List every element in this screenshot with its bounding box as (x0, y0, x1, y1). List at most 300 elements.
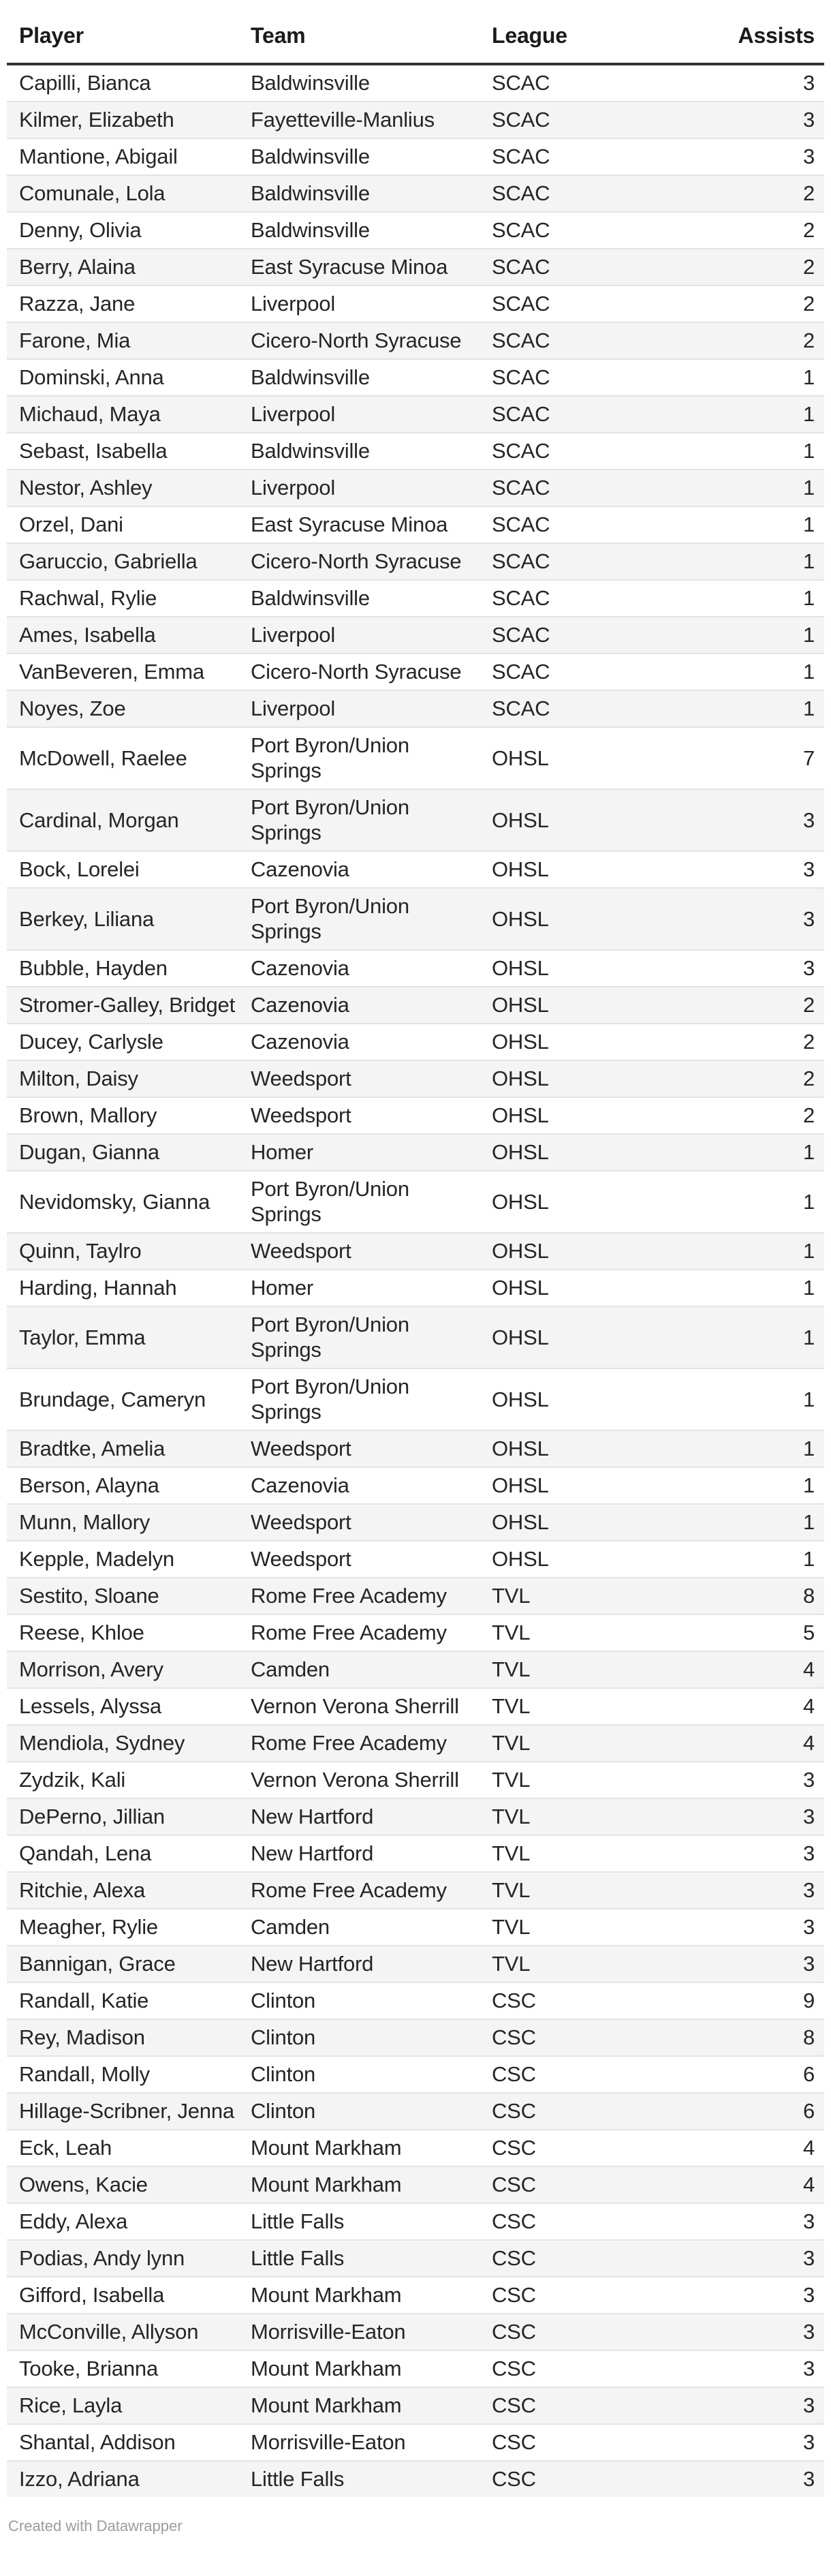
cell-player: DePerno, Jillian (19, 1805, 165, 1828)
cell-team: Weedsport (251, 1510, 351, 1534)
cell-assists: 1 (802, 1387, 815, 1411)
cell-team: Rome Free Academy (251, 1731, 447, 1755)
cell-league: CSC (492, 2025, 536, 2049)
cell-assists: 1 (802, 476, 815, 500)
table-row (7, 617, 824, 654)
cell-assists: 8 (802, 1584, 815, 1608)
cell-player: Rachwal, Rylie (19, 586, 157, 610)
cell-assists: 4 (802, 1657, 815, 1681)
cell-team: Liverpool (251, 402, 336, 426)
cell-league: SCAC (492, 586, 550, 610)
cell-player: Qandah, Lena (19, 1841, 152, 1865)
cell-assists: 4 (802, 1694, 815, 1718)
cell-league: CSC (492, 2209, 536, 2233)
cell-league: CSC (492, 2062, 536, 2086)
table-row (7, 175, 824, 212)
cell-assists: 7 (802, 746, 815, 770)
cell-league: SCAC (492, 218, 550, 242)
cell-team: Liverpool (251, 623, 336, 647)
cell-assists: 3 (802, 2393, 815, 2417)
cell-league: OHSL (492, 1067, 549, 1090)
cell-league: OHSL (492, 1140, 549, 1164)
table-row (7, 1982, 824, 2019)
cell-team: Rome Free Academy (251, 1584, 447, 1608)
cell-assists: 4 (802, 1731, 815, 1755)
cell-team: Port Byron/Union Springs (251, 733, 409, 782)
table-row (7, 2203, 824, 2240)
cell-team: Mount Markham (251, 2173, 402, 2196)
cell-league: SCAC (492, 71, 550, 95)
cell-team: Homer (251, 1276, 314, 1300)
table-row (7, 1467, 824, 1504)
table-row (7, 212, 824, 249)
cell-player: Garuccio, Gabriella (19, 549, 198, 573)
cell-league: SCAC (492, 108, 550, 132)
cell-team: Cazenovia (251, 857, 349, 881)
cell-league: SCAC (492, 439, 550, 463)
cell-team: Baldwinsville (251, 586, 370, 610)
cell-assists: 1 (802, 1547, 815, 1571)
cell-team: Camden (251, 1915, 330, 1939)
cell-league: SCAC (492, 549, 550, 573)
cell-league: CSC (492, 2099, 536, 2123)
column-header-league: League (492, 23, 567, 48)
cell-team: Mount Markham (251, 2136, 402, 2160)
cell-assists: 5 (802, 1621, 815, 1644)
cell-team: Mount Markham (251, 2357, 402, 2380)
table-row (7, 1688, 824, 1725)
cell-league: TVL (492, 1768, 531, 1792)
table-row (7, 322, 824, 359)
cell-league: OHSL (492, 1276, 549, 1300)
assists-table (7, 0, 824, 2497)
cell-assists: 1 (802, 1325, 815, 1349)
cell-player: Eddy, Alexa (19, 2209, 128, 2233)
cell-player: Izzo, Adriana (19, 2467, 140, 2491)
cell-player: Hillage-Scribner, Jenna (19, 2099, 234, 2123)
cell-league: TVL (492, 1657, 531, 1681)
table-row (7, 1024, 824, 1060)
cell-player: Ames, Isabella (19, 623, 156, 647)
cell-team: Baldwinsville (251, 71, 370, 95)
cell-player: Sebast, Isabella (19, 439, 168, 463)
header-row (7, 0, 824, 64)
cell-assists: 3 (802, 1841, 815, 1865)
table-row (7, 1060, 824, 1097)
cell-player: Sestito, Sloane (19, 1584, 159, 1608)
table-row (7, 690, 824, 727)
table-row (7, 249, 824, 286)
cell-team: New Hartford (251, 1841, 374, 1865)
cell-league: CSC (492, 2283, 536, 2307)
cell-assists: 3 (802, 857, 815, 881)
table-row (7, 286, 824, 322)
cell-assists: 3 (802, 956, 815, 980)
cell-team: Baldwinsville (251, 365, 370, 389)
cell-player: Mendiola, Sydney (19, 1731, 185, 1755)
cell-assists: 3 (802, 808, 815, 832)
cell-team: Cicero-North Syracuse (251, 549, 462, 573)
cell-assists: 2 (802, 181, 815, 205)
table-row (7, 2166, 824, 2203)
cell-assists: 9 (802, 1989, 815, 2012)
column-header-player: Player (19, 23, 84, 48)
cell-team: East Syracuse Minoa (251, 512, 448, 536)
cell-league: OHSL (492, 1437, 549, 1460)
table-row (7, 2019, 824, 2056)
cell-league: SCAC (492, 328, 550, 352)
table-row (7, 2056, 824, 2093)
table-row (7, 789, 824, 851)
cell-league: OHSL (492, 993, 549, 1017)
table-row (7, 2350, 824, 2387)
table-row (7, 727, 824, 789)
cell-assists: 2 (802, 1103, 815, 1127)
cell-team: Clinton (251, 1989, 316, 2012)
cell-assists: 3 (802, 144, 815, 168)
cell-league: OHSL (492, 746, 549, 770)
table-row (7, 138, 824, 175)
cell-player: Michaud, Maya (19, 402, 161, 426)
table-row (7, 1946, 824, 1982)
cell-player: Stromer-Galley, Bridget (19, 993, 235, 1017)
cell-player: VanBeveren, Emma (19, 660, 204, 684)
cell-assists: 3 (802, 906, 815, 931)
cell-assists: 2 (802, 1030, 815, 1054)
cell-team: Port Byron/Union Springs (251, 795, 409, 844)
cell-team: Morrisville-Eaton (251, 2430, 406, 2454)
cell-assists: 6 (802, 2062, 815, 2086)
cell-assists: 1 (802, 1437, 815, 1460)
cell-assists: 1 (802, 1140, 815, 1164)
table-row (7, 851, 824, 888)
cell-player: Rey, Madison (19, 2025, 145, 2049)
cell-player: Dominski, Anna (19, 365, 164, 389)
table-row (7, 1270, 824, 1306)
table-row (7, 1430, 824, 1467)
cell-team: Cazenovia (251, 1030, 349, 1054)
cell-team: New Hartford (251, 1805, 374, 1828)
cell-league: CSC (492, 2246, 536, 2270)
cell-assists: 3 (802, 1878, 815, 1902)
cell-assists: 3 (802, 2430, 815, 2454)
cell-league: CSC (492, 2136, 536, 2160)
cell-team: New Hartford (251, 1952, 374, 1976)
cell-league: SCAC (492, 476, 550, 500)
cell-player: Tooke, Brianna (19, 2357, 158, 2380)
cell-team: Baldwinsville (251, 439, 370, 463)
cell-league: TVL (492, 1805, 531, 1828)
table-row (7, 987, 824, 1024)
table-row (7, 1798, 824, 1835)
cell-league: CSC (492, 2320, 536, 2344)
cell-player: Brown, Mallory (19, 1103, 157, 1127)
cell-player: Ducey, Carlysle (19, 1030, 163, 1054)
cell-player: Owens, Kacie (19, 2173, 148, 2196)
cell-player: Harding, Hannah (19, 1276, 177, 1300)
cell-league: CSC (492, 1989, 536, 2012)
cell-league: CSC (492, 2393, 536, 2417)
cell-assists: 3 (802, 1952, 815, 1976)
cell-player: Quinn, Taylro (19, 1239, 142, 1263)
cell-assists: 1 (802, 696, 815, 720)
cell-league: SCAC (492, 181, 550, 205)
cell-team: Liverpool (251, 292, 336, 316)
cell-player: Capilli, Bianca (19, 71, 151, 95)
cell-player: Noyes, Zoe (19, 696, 126, 720)
cell-team: Vernon Verona Sherrill (251, 1768, 459, 1792)
table-row (7, 1725, 824, 1762)
cell-team: Port Byron/Union Springs (251, 1177, 409, 1226)
cell-league: OHSL (492, 956, 549, 980)
cell-team: Clinton (251, 2099, 316, 2123)
cell-assists: 1 (802, 439, 815, 463)
cell-player: Farone, Mia (19, 328, 131, 352)
table-row (7, 2240, 824, 2277)
table-row (7, 1762, 824, 1798)
cell-league: TVL (492, 1694, 531, 1718)
table-row (7, 359, 824, 396)
cell-assists: 2 (802, 292, 815, 316)
cell-player: Bradtke, Amelia (19, 1437, 166, 1460)
cell-assists: 3 (802, 71, 815, 95)
cell-league: TVL (492, 1621, 531, 1644)
cell-player: Dugan, Gianna (19, 1140, 159, 1164)
cell-team: Port Byron/Union Springs (251, 894, 409, 943)
cell-league: OHSL (492, 1239, 549, 1263)
table-row (7, 2130, 824, 2166)
datawrapper-credit-link[interactable]: Created with Datawrapper (8, 2517, 183, 2534)
cell-team: Fayetteville-Manlius (251, 108, 435, 132)
cell-player: Cardinal, Morgan (19, 808, 179, 832)
cell-league: OHSL (492, 1387, 549, 1411)
table-row (7, 102, 824, 138)
cell-league: OHSL (492, 1030, 549, 1054)
cell-league: SCAC (492, 365, 550, 389)
cell-league: SCAC (492, 255, 550, 279)
cell-league: OHSL (492, 1189, 549, 1214)
table-row (7, 1306, 824, 1368)
table-row (7, 888, 824, 950)
cell-assists: 1 (802, 549, 815, 573)
cell-league: SCAC (492, 623, 550, 647)
cell-team: Rome Free Academy (251, 1621, 447, 1644)
cell-assists: 1 (802, 402, 815, 426)
cell-league: CSC (492, 2430, 536, 2454)
cell-assists: 2 (802, 993, 815, 1017)
cell-player: Rice, Layla (19, 2393, 123, 2417)
cell-league: TVL (492, 1952, 531, 1976)
table-row (7, 580, 824, 617)
cell-team: Morrisville-Eaton (251, 2320, 406, 2344)
cell-team: Vernon Verona Sherrill (251, 1694, 459, 1718)
cell-league: SCAC (492, 660, 550, 684)
cell-team: Clinton (251, 2025, 316, 2049)
table-row (7, 433, 824, 470)
cell-assists: 6 (802, 2099, 815, 2123)
cell-assists: 2 (802, 328, 815, 352)
cell-team: Baldwinsville (251, 218, 370, 242)
cell-assists: 1 (802, 1189, 815, 1214)
table-row (7, 2314, 824, 2350)
cell-team: Baldwinsville (251, 181, 370, 205)
cell-team: Port Byron/Union Springs (251, 1313, 409, 1362)
table-row (7, 1835, 824, 1872)
cell-league: SCAC (492, 402, 550, 426)
cell-player: Reese, Khloe (19, 1621, 144, 1644)
cell-player: Ritchie, Alexa (19, 1878, 146, 1902)
cell-assists: 3 (802, 2283, 815, 2307)
cell-league: TVL (492, 1731, 531, 1755)
cell-assists: 3 (802, 2209, 815, 2233)
cell-player: Bock, Lorelei (19, 857, 140, 881)
cell-team: Mount Markham (251, 2283, 402, 2307)
cell-league: OHSL (492, 1547, 549, 1571)
cell-team: Clinton (251, 2062, 316, 2086)
cell-league: SCAC (492, 512, 550, 536)
cell-assists: 3 (802, 1768, 815, 1792)
cell-team: Weedsport (251, 1547, 351, 1571)
cell-assists: 1 (802, 512, 815, 536)
cell-league: CSC (492, 2357, 536, 2380)
cell-player: Meagher, Rylie (19, 1915, 158, 1939)
cell-team: Homer (251, 1140, 314, 1164)
table-body (7, 64, 824, 2497)
cell-assists: 1 (802, 1276, 815, 1300)
table-row (7, 1909, 824, 1946)
table-row (7, 1368, 824, 1430)
cell-player: Morrison, Avery (19, 1657, 163, 1681)
cell-player: Shantal, Addison (19, 2430, 176, 2454)
table-row (7, 506, 824, 543)
table-row (7, 2387, 824, 2424)
column-header-team: Team (251, 23, 306, 48)
cell-player: Comunale, Lola (19, 181, 166, 205)
cell-team: Cazenovia (251, 1473, 349, 1497)
cell-assists: 2 (802, 1067, 815, 1090)
cell-league: CSC (492, 2173, 536, 2196)
table-row (7, 654, 824, 690)
cell-league: OHSL (492, 1510, 549, 1534)
cell-player: Bannigan, Grace (19, 1952, 176, 1976)
cell-team: Baldwinsville (251, 144, 370, 168)
cell-league: SCAC (492, 144, 550, 168)
cell-team: Cazenovia (251, 993, 349, 1017)
cell-player: Nevidomsky, Gianna (19, 1189, 210, 1214)
cell-assists: 1 (802, 365, 815, 389)
cell-assists: 2 (802, 218, 815, 242)
cell-assists: 4 (802, 2173, 815, 2196)
table-row (7, 1097, 824, 1134)
cell-league: TVL (492, 1584, 531, 1608)
cell-assists: 3 (802, 1805, 815, 1828)
cell-player: Denny, Olivia (19, 218, 142, 242)
cell-team: Cazenovia (251, 956, 349, 980)
cell-player: Zydzik, Kali (19, 1768, 126, 1792)
table-row (7, 2424, 824, 2461)
cell-team: Weedsport (251, 1239, 351, 1263)
cell-player: Berson, Alayna (19, 1473, 159, 1497)
table-row (7, 1651, 824, 1688)
cell-team: Rome Free Academy (251, 1878, 447, 1902)
cell-league: TVL (492, 1915, 531, 1939)
cell-team: Camden (251, 1657, 330, 1681)
cell-league: TVL (492, 1878, 531, 1902)
cell-team: Mount Markham (251, 2393, 402, 2417)
cell-team: Cicero-North Syracuse (251, 660, 462, 684)
table-row (7, 1504, 824, 1541)
cell-player: Eck, Leah (19, 2136, 112, 2160)
cell-player: McDowell, Raelee (19, 746, 187, 770)
table-header (7, 0, 824, 64)
cell-assists: 1 (802, 1239, 815, 1263)
table-row (7, 1541, 824, 1578)
table-row (7, 64, 824, 102)
cell-player: Podias, Andy lynn (19, 2246, 185, 2270)
cell-league: OHSL (492, 1103, 549, 1127)
cell-team: Little Falls (251, 2246, 345, 2270)
cell-team: Cicero-North Syracuse (251, 328, 462, 352)
cell-team: Weedsport (251, 1103, 351, 1127)
table-row (7, 396, 824, 433)
cell-team: Little Falls (251, 2467, 345, 2491)
cell-player: Mantione, Abigail (19, 144, 178, 168)
cell-player: Taylor, Emma (19, 1325, 146, 1349)
cell-league: SCAC (492, 292, 550, 316)
cell-player: Orzel, Dani (19, 512, 123, 536)
cell-player: Berry, Alaina (19, 255, 136, 279)
table-row (7, 1134, 824, 1171)
table-row (7, 1578, 824, 1614)
cell-team: Little Falls (251, 2209, 345, 2233)
cell-player: Lessels, Alyssa (19, 1694, 161, 1718)
cell-player: Bubble, Hayden (19, 956, 168, 980)
table-row (7, 950, 824, 987)
cell-assists: 1 (802, 1473, 815, 1497)
cell-assists: 1 (802, 623, 815, 647)
cell-assists: 3 (802, 1915, 815, 1939)
cell-player: Milton, Daisy (19, 1067, 138, 1090)
cell-assists: 3 (802, 2467, 815, 2491)
cell-player: Berkey, Liliana (19, 906, 155, 931)
cell-assists: 3 (802, 2246, 815, 2270)
table-row (7, 543, 824, 580)
cell-team: Port Byron/Union Springs (251, 1375, 409, 1424)
cell-assists: 1 (802, 1510, 815, 1534)
cell-assists: 1 (802, 660, 815, 684)
table-row (7, 1233, 824, 1270)
cell-player: Randall, Molly (19, 2062, 150, 2086)
cell-assists: 1 (802, 586, 815, 610)
cell-assists: 8 (802, 2025, 815, 2049)
cell-assists: 3 (802, 2320, 815, 2344)
cell-league: OHSL (492, 1325, 549, 1349)
column-header-assists: Assists (738, 23, 815, 48)
cell-player: McConville, Allyson (19, 2320, 199, 2344)
table-row (7, 2093, 824, 2130)
cell-player: Brundage, Cameryn (19, 1387, 206, 1411)
cell-league: TVL (492, 1841, 531, 1865)
cell-player: Randall, Katie (19, 1989, 149, 2012)
cell-league: OHSL (492, 906, 549, 931)
cell-player: Nestor, Ashley (19, 476, 153, 500)
cell-player: Kilmer, Elizabeth (19, 108, 174, 132)
cell-team: East Syracuse Minoa (251, 255, 448, 279)
table-row (7, 2277, 824, 2314)
cell-league: OHSL (492, 857, 549, 881)
cell-league: OHSL (492, 1473, 549, 1497)
cell-team: Weedsport (251, 1067, 351, 1090)
